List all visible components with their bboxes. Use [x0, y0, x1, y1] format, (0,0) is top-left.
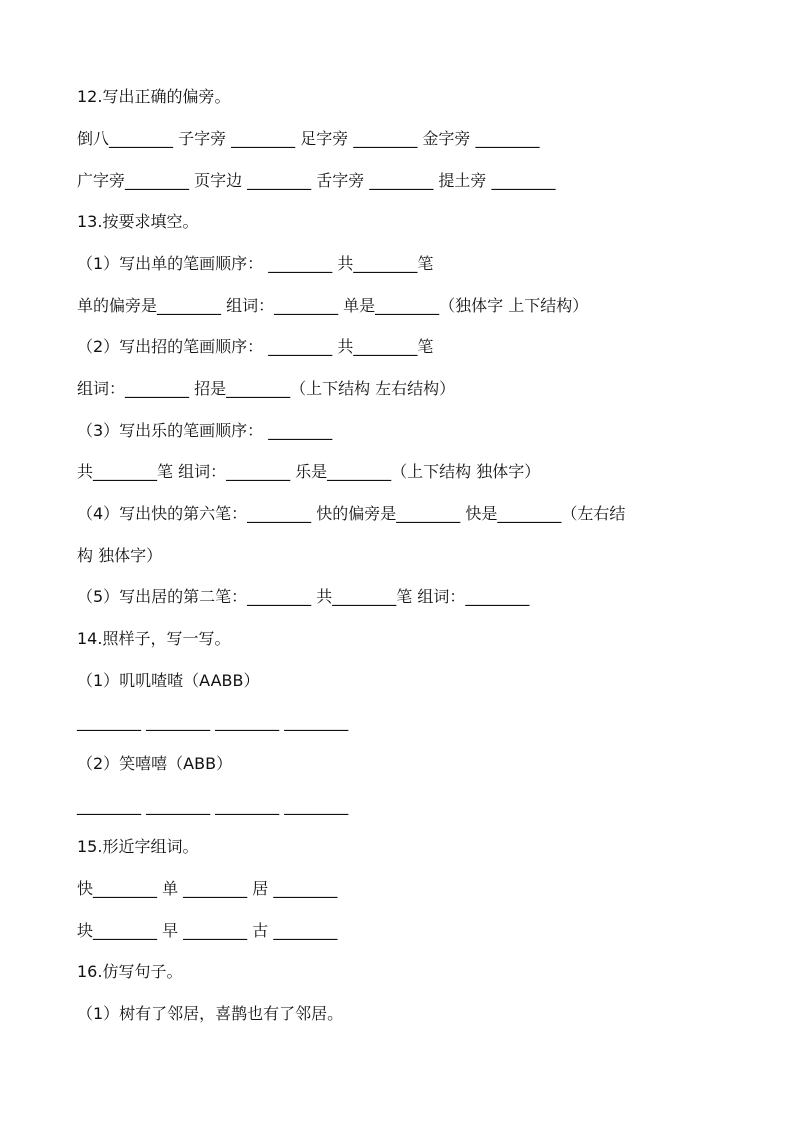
q13-item-1b: 单的偏旁是________ 组词：________ 单是________（独体字 上下结构） [77, 296, 589, 315]
q16-title: 16.仿写句子。 [77, 962, 183, 981]
q14-blanks-2: ________ ________ ________ ________ [77, 796, 349, 815]
q14-example-2: （2）笑嘻嘻（ABB） [77, 754, 233, 773]
q15-title: 15.形近字组词。 [77, 837, 199, 856]
q15-row-1: 快________ 单 ________ 居 ________ [77, 879, 338, 898]
q12-title: 12.写出正确的偏旁。 [77, 87, 231, 106]
q13-item-3b: 共________笔 组词：________ 乐是________（上下结构 独体字） [77, 462, 541, 481]
q12-row-2: 广字旁________ 页字边 ________ 舌字旁 ________ 提土旁 ________ [77, 171, 556, 190]
q15-row-2: 块________ 早 ________ 古 ________ [77, 921, 338, 940]
q14-example-1: （1）叽叽喳喳（AABB） [77, 671, 260, 690]
q16-item-1: （1）树有了邻居，喜鹊也有了邻居。 [77, 1004, 344, 1023]
q14-blanks-1: ________ ________ ________ ________ [77, 712, 349, 731]
q13-item-2b: 组词：________ 招是________（上下结构 左右结构） [77, 379, 456, 398]
q12-row-1: 倒八________ 子字旁 ________ 足字旁 ________ 金字旁 ________ [77, 129, 540, 148]
q13-item-5: （5）写出居的第二笔：________ 共________笔 组词：________ [77, 587, 530, 606]
q13-item-4b: 构 独体字） [77, 546, 163, 565]
q13-title: 13.按要求填空。 [77, 212, 199, 231]
q13-item-1a: （1）写出单的笔画顺序： ________ 共________笔 [77, 254, 434, 273]
q14-title: 14.照样子，写一写。 [77, 629, 231, 648]
q13-item-2a: （2）写出招的笔画顺序： ________ 共________笔 [77, 337, 434, 356]
q13-item-3a: （3）写出乐的笔画顺序： ________ [77, 421, 333, 440]
q13-item-4a: （4）写出快的第六笔：________ 快的偏旁是________ 快是________（左右结 [77, 504, 626, 523]
